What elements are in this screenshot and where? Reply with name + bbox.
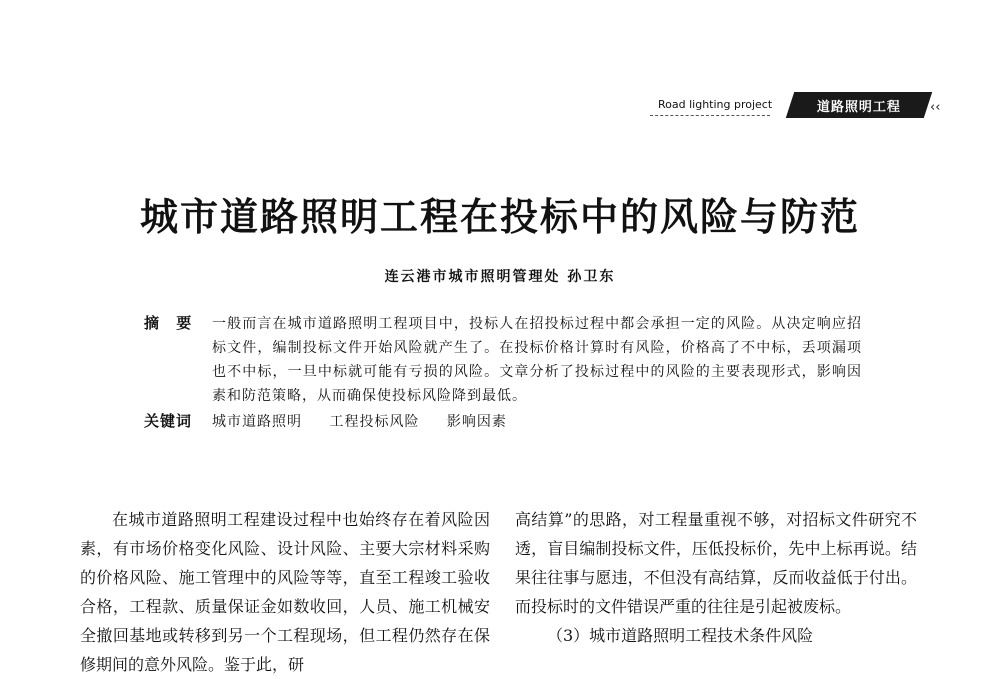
- body-column-right: [515, 505, 917, 650]
- body-paragraph: 高结算”的思路，对工程量重视不够，对招标文件研究不透，盲目编制投标文件，压低投标价，先中上标再说。结果往往事与愿违，不但没有高结算，反而收益低于付出。而投标时的文件错误严重的往往是引起被废标。: [515, 510, 917, 616]
- double-chevron-icon: ‹‹: [930, 100, 941, 115]
- body-column-left: [80, 505, 490, 679]
- article-title: 城市道路照明工程在投标中的风险与防范: [139, 195, 860, 239]
- keywords-row: [144, 410, 864, 434]
- keyword: 影响因素: [446, 414, 507, 430]
- keywords-label: 关键词: [144, 412, 193, 430]
- abstract-block: [144, 312, 864, 434]
- keywords-list: [212, 410, 864, 434]
- keyword: 城市道路照明: [212, 414, 302, 430]
- journal-running-title: Road lighting project: [658, 98, 773, 111]
- running-header: [650, 92, 980, 124]
- author-affiliation: 连云港市城市照明管理处 孙卫东: [384, 269, 616, 285]
- section-subheading: （3）城市道路照明工程技术条件风险: [547, 626, 814, 645]
- header-dashed-rule: [650, 115, 770, 116]
- abstract-row: [144, 312, 864, 408]
- abstract-text: 一般而言在城市道路照明工程项目中，投标人在招投标过程中都会承担一定的风险。从决定响应招标文件，编制投标文件开始风险就产生了。在投标价格计算时有风险，价格高了不中标，丢项漏项也不中标，一旦中标就可能有亏损的风险。文章分析了投标过程中的风险的主要表现形式，影响因素和防范策略，从而确保使投标风险降到最低。: [212, 316, 862, 404]
- body-paragraph: 在城市道路照明工程建设过程中也始终存在着风险因素，有市场价格变化风险、设计风险、主要大宗材料采购的价格风险、施工管理中的风险等等，直至工程竣工验收合格，工程款、质量保证金如数收回，人员、施工机械安全撤回基地或转移到另一个工程现场，但工程仍然存在保修期间的意外风险。鉴于此，研: [80, 510, 490, 674]
- abstract-label: 摘 要: [144, 314, 198, 332]
- keyword: 工程投标风险: [329, 414, 420, 430]
- section-tab-label: 道路照明工程: [816, 99, 901, 115]
- section-tab: [786, 92, 932, 118]
